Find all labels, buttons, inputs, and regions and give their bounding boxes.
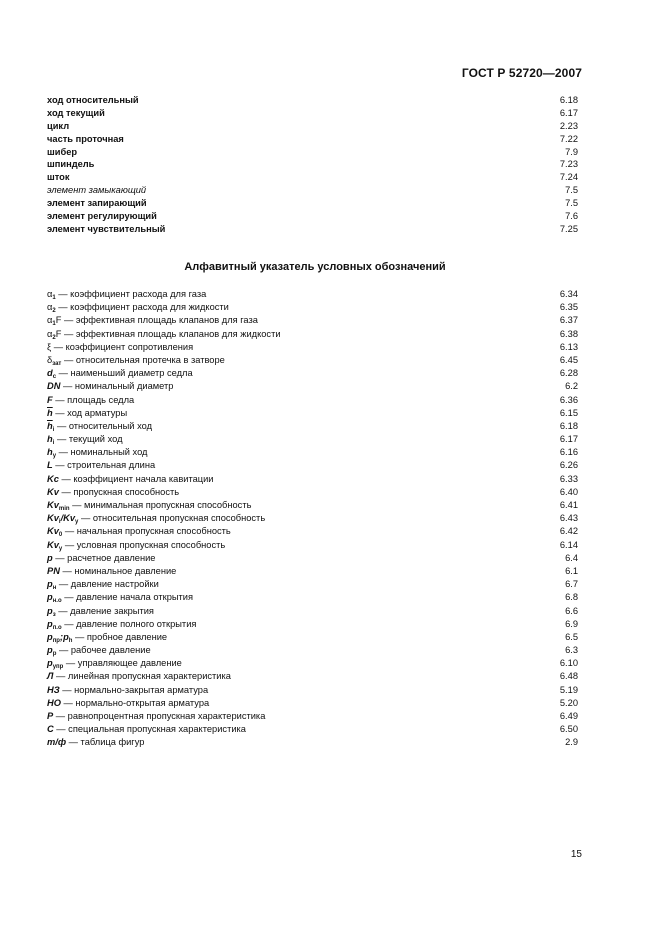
symbol-row — [47, 670, 578, 683]
symbol-description: — относительная пропускная способность — [78, 513, 266, 524]
symbol-reference: 6.13 — [559, 341, 578, 352]
term-reference: 7.6 — [565, 211, 578, 222]
symbol-reference: 6.26 — [559, 460, 578, 471]
section-title: Алфавитный указатель условных обозначений — [184, 261, 446, 273]
symbol-description: — наименьший диаметр седла — [56, 368, 193, 379]
term-row — [47, 210, 578, 223]
symbol-row — [47, 591, 578, 604]
symbol-subscript: i — [58, 519, 61, 526]
symbol-reference: 6.4 — [565, 552, 578, 563]
symbol-description: — рабочее давление — [56, 645, 151, 656]
term-row — [47, 120, 578, 133]
symbol-notation: С — [47, 724, 54, 735]
symbol-notation: F — [47, 394, 53, 405]
symbol-notation: p — [47, 579, 53, 590]
symbol-description: — относительный ход — [54, 420, 153, 431]
symbol-row — [47, 486, 578, 499]
symbol-subscript: p — [52, 651, 57, 658]
symbol-reference: 6.45 — [559, 354, 578, 365]
symbol-notation: т/ф — [47, 737, 67, 748]
symbol-reference: 6.40 — [559, 486, 578, 497]
symbol-reference: 6.5 — [565, 631, 578, 642]
term-row — [47, 171, 578, 184]
symbol-reference: 6.14 — [559, 539, 578, 550]
symbol-notation: h — [47, 447, 53, 458]
symbol-row — [47, 710, 578, 723]
symbol-reference: 6.43 — [559, 513, 578, 524]
term-text: шибер — [47, 146, 78, 157]
symbol-description: — коэффициент начала кавитации — [58, 473, 214, 484]
symbol-row — [47, 525, 578, 538]
symbol-description: — номинальный диаметр — [60, 381, 174, 392]
symbol-subscript: н.о — [52, 598, 62, 605]
symbol-subscript: пр — [52, 637, 60, 644]
term-row — [47, 107, 578, 120]
symbol-row — [47, 552, 578, 565]
symbol-description: — номинальное давление — [59, 565, 177, 576]
symbol-row — [47, 499, 578, 512]
symbol-subscript: i — [52, 440, 55, 447]
term-reference: 7.23 — [559, 159, 578, 170]
symbol-row — [47, 644, 578, 657]
symbol-description: — линейная пропускная характеристика — [53, 671, 231, 682]
symbol-suffix: F — [55, 328, 62, 339]
symbol-reference: 6.6 — [565, 605, 578, 616]
symbol-notation: h — [47, 434, 53, 445]
symbol-reference: 6.10 — [559, 658, 578, 669]
symbol-row — [47, 407, 578, 420]
symbol-row — [47, 341, 578, 354]
symbol-notation: ξ — [47, 341, 52, 352]
symbol-suffix: /Kv — [60, 513, 76, 524]
symbol-notation: Kc — [47, 473, 59, 484]
symbol-row — [47, 657, 578, 670]
term-row — [47, 158, 578, 171]
term-row — [47, 133, 578, 146]
term-reference: 7.9 — [565, 146, 578, 157]
symbol-subscript: 2 — [52, 334, 56, 341]
term-text: элемент чувствительный — [47, 223, 166, 234]
symbol-row — [47, 420, 578, 433]
symbol-row — [47, 684, 578, 697]
symbol-notation: L — [47, 460, 53, 471]
term-reference: 7.24 — [559, 172, 578, 183]
symbol-row — [47, 473, 578, 486]
term-text: ход относительный — [47, 95, 139, 105]
symbol-row — [47, 512, 578, 525]
symbol-notation: p — [47, 552, 53, 563]
symbol-description: — давление закрытия — [55, 605, 154, 616]
symbol-reference: 5.20 — [559, 697, 578, 708]
symbol-description: — ход арматуры — [52, 407, 128, 418]
symbol-description: — равнопроцентная пропускная характеристика — [53, 711, 266, 721]
symbol-notation: НО — [47, 697, 61, 708]
symbol-row — [47, 433, 578, 446]
symbol-subscript: упр — [52, 664, 64, 671]
symbol-reference: 2.9 — [565, 737, 578, 748]
symbol-reference: 6.8 — [565, 592, 578, 603]
symbol-row — [47, 565, 578, 578]
symbol-reference: 6.36 — [559, 394, 578, 405]
symbol-description: — давление начала открытия — [61, 592, 194, 603]
symbol-description: — расчетное давление — [52, 552, 156, 563]
symbol-description: — текущий ход — [54, 434, 123, 445]
symbol-reference: 6.2 — [565, 381, 578, 392]
symbol-notation: δ — [47, 354, 53, 365]
symbol-subscript: 2 — [52, 308, 56, 315]
symbol-row — [47, 328, 578, 341]
term-reference: 7.22 — [559, 133, 578, 144]
symbol-description: — номинальный ход — [56, 447, 148, 458]
symbol-reference: 6.18 — [559, 420, 578, 431]
symbol-notation: PN — [47, 565, 60, 576]
symbol-notation: Kv — [47, 526, 59, 537]
symbol-subscript: i — [52, 426, 55, 433]
symbol-reference: 6.50 — [559, 724, 578, 735]
symbol-row — [47, 736, 578, 749]
page-number: 15 — [570, 849, 582, 860]
symbol-row — [47, 446, 578, 459]
symbol-notation: α — [47, 328, 53, 339]
symbol-notation: p — [47, 658, 53, 669]
symbol-reference: 6.1 — [565, 565, 578, 576]
symbol-notation: p — [47, 618, 53, 629]
symbol-description: — площадь седла — [52, 394, 135, 405]
symbol-description: — эффективная площадь клапанов для жидкости — [61, 328, 281, 339]
symbol-description: — коэффициент расхода для газа — [55, 289, 207, 299]
symbol-reference: 6.35 — [559, 302, 578, 313]
symbol-description: — относительная протечка в затворе — [61, 354, 225, 365]
symbol-notation: $\overline{h}$ — [47, 420, 53, 431]
symbol-description: — коэффициент сопротивления — [51, 341, 194, 352]
symbol-reference: 6.33 — [559, 473, 578, 484]
symbol-notation: p — [47, 631, 53, 642]
symbol-row — [47, 367, 578, 380]
symbol-notation: Kv — [47, 539, 59, 550]
symbol-row — [47, 288, 578, 301]
term-reference: 6.18 — [559, 95, 578, 105]
symbol-reference: 6.3 — [565, 645, 578, 656]
symbol-notation: p — [47, 592, 53, 603]
symbol-row — [47, 618, 578, 631]
symbol-row — [47, 697, 578, 710]
symbol-description: — нормально-открытая арматура — [60, 697, 210, 708]
symbol-reference: 6.37 — [559, 315, 578, 326]
term-row — [47, 197, 578, 210]
symbol-subscript: н — [52, 585, 57, 592]
terms-index-list — [47, 94, 578, 236]
symbol-description: — условная пропускная способность — [62, 539, 226, 550]
symbol-row — [47, 380, 578, 393]
symbol-subscript: y — [52, 453, 57, 460]
symbol-notation: α — [47, 302, 53, 313]
symbol-notation: p — [47, 645, 53, 656]
term-row — [47, 146, 578, 159]
symbol-description: — управляющее давление — [63, 658, 182, 669]
symbol-description: — эффективная площадь клапанов для газа — [61, 315, 258, 326]
symbol-subscript: y — [58, 545, 63, 552]
symbol-reference: 6.9 — [565, 618, 578, 629]
term-reference: 6.17 — [559, 107, 578, 118]
symbol-notation: α — [47, 315, 53, 326]
symbol-description: — минимальная пропускная способность — [69, 500, 252, 510]
symbol-description: — начальная пропускная способность — [62, 526, 231, 537]
term-text: шпиндель — [47, 159, 95, 170]
symbol-subscript: c — [52, 374, 57, 381]
symbol-subscript: зат — [52, 360, 62, 367]
symbol-reference: 6.49 — [559, 711, 578, 721]
symbol-notation: Р — [47, 711, 54, 721]
symbol-row — [47, 578, 578, 591]
term-text: элемент замыкающий — [47, 185, 147, 196]
term-text: элемент запирающий — [47, 198, 147, 209]
symbol-subscript: min — [58, 506, 70, 512]
symbol-notation: НЗ — [47, 684, 60, 695]
symbol-reference: 6.34 — [559, 289, 578, 299]
symbol-description: — нормально-закрытая арматура — [59, 684, 209, 695]
term-reference: 7.25 — [559, 223, 578, 234]
term-reference: 7.5 — [565, 198, 578, 209]
term-reference: 7.5 — [565, 185, 578, 196]
symbol-subscript: з — [52, 611, 56, 618]
symbol-notation: Kv — [47, 500, 59, 510]
symbols-index-list — [47, 288, 578, 750]
symbol-notation: Л — [47, 671, 54, 682]
symbol-notation: DN — [47, 381, 61, 392]
symbol-subscript: 1 — [52, 321, 56, 328]
symbol-reference: 6.41 — [559, 500, 578, 510]
symbol-reference: 6.15 — [559, 407, 578, 418]
symbol-row — [47, 459, 578, 472]
symbol-row — [47, 354, 578, 367]
symbol-description: — пропускная способность — [58, 486, 180, 497]
document-code-header: ГОСТ Р 52720—2007 — [461, 66, 582, 80]
symbol-reference: 6.38 — [559, 328, 578, 339]
symbol-subscript: 1 — [52, 295, 56, 301]
symbol-reference: 5.19 — [559, 684, 578, 695]
symbol-reference: 6.16 — [559, 447, 578, 458]
symbol-description: — пробное давление — [72, 631, 168, 642]
symbol-reference: 6.28 — [559, 368, 578, 379]
term-text: элемент регулирующий — [47, 211, 157, 222]
symbol-reference: 6.7 — [565, 579, 578, 590]
symbol-notation: Kv — [47, 513, 59, 524]
term-row — [47, 223, 578, 236]
symbol-reference: 6.48 — [559, 671, 578, 682]
term-text: шток — [47, 172, 70, 183]
symbol-row — [47, 301, 578, 314]
symbol-description: — давление полного открытия — [61, 618, 197, 629]
symbol-row — [47, 723, 578, 736]
symbol-description: — специальная пропускная характеристика — [53, 724, 246, 735]
symbol-row — [47, 394, 578, 407]
symbol-row — [47, 605, 578, 618]
symbol-subscript: п.о — [52, 624, 62, 631]
symbol-row — [47, 631, 578, 644]
symbol-notation: Kv — [47, 486, 59, 497]
symbol-reference: 6.17 — [559, 434, 578, 445]
symbol-reference: 6.42 — [559, 526, 578, 537]
term-text: часть проточная — [47, 133, 124, 144]
symbol-notation: d — [47, 368, 53, 379]
term-text: цикл — [47, 120, 70, 131]
symbol-row — [47, 314, 578, 327]
symbol-suffix: ;p — [59, 631, 69, 642]
term-row — [47, 184, 578, 197]
symbol-description: — давление настройки — [56, 579, 159, 590]
symbol-description: — коэффициент расхода для жидкости — [55, 302, 229, 313]
symbol-notation: α — [47, 289, 53, 299]
symbol-description: — строительная длина — [52, 460, 156, 471]
symbol-suffix-subscript: y — [75, 519, 79, 526]
symbol-suffix: F — [55, 315, 62, 326]
symbol-suffix-subscript: h — [68, 637, 73, 644]
symbol-subscript: 0 — [58, 532, 63, 539]
symbol-notation: $\overline{h}$ — [47, 407, 53, 418]
symbol-description: — таблица фигур — [66, 737, 145, 748]
term-text: ход текущий — [47, 107, 105, 118]
symbol-row — [47, 539, 578, 552]
symbol-notation: p — [47, 605, 53, 616]
term-reference: 2.23 — [559, 120, 578, 131]
term-row — [47, 94, 578, 107]
